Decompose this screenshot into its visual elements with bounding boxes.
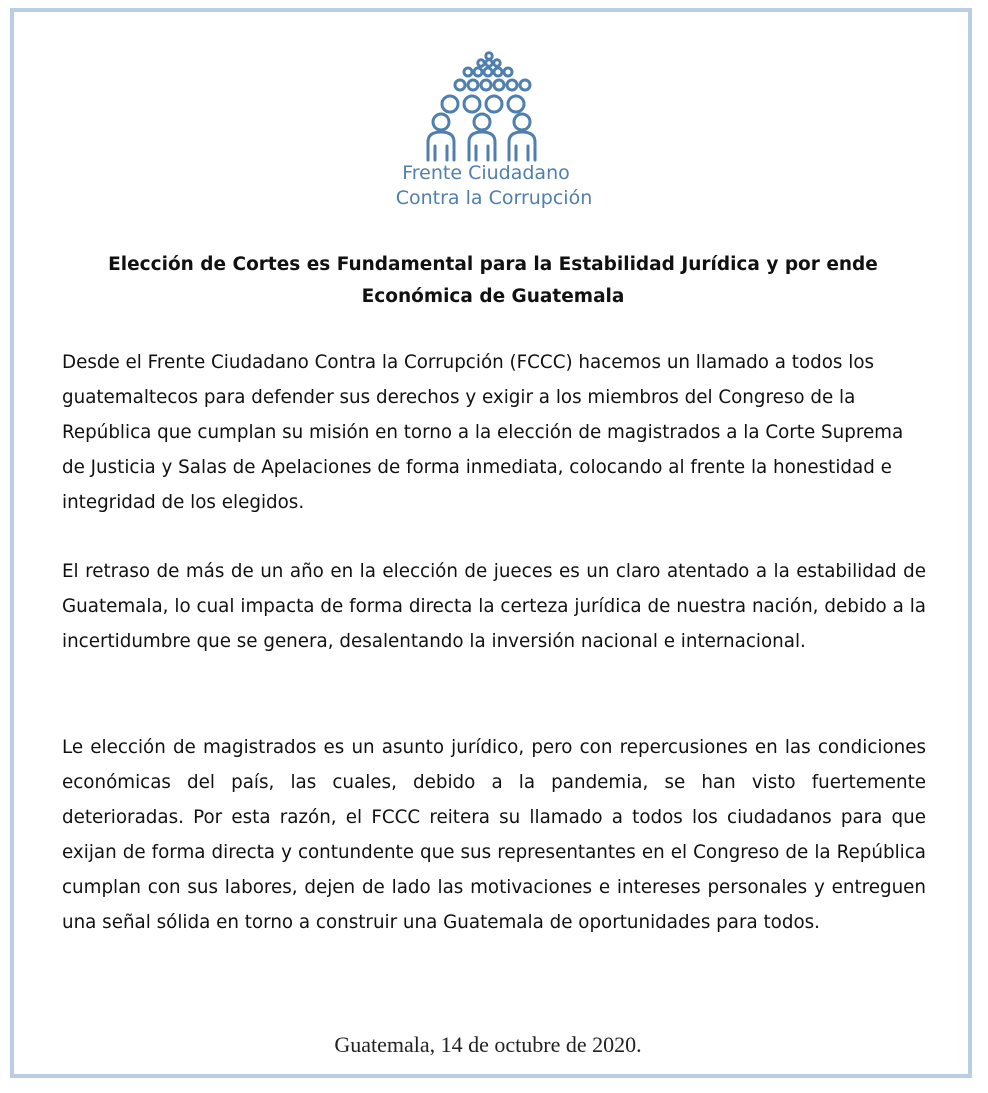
people-group-icon [424,50,554,162]
paragraph-3: Le elección de magistrados es un asunto jurídico, pero con repercusiones en las condiciones económicas del país, las cuales, debido a la pandemia, se han visto fuertemente deterioradas. Por esta razón, el FCCC reitera su llamado a todos los ciudadanos para que exijan de forma directa y contundente que sus representantes en el Congreso de la República cumplan con sus labores, dejen de lado las motivaciones e intereses personales y entreguen una señal sólida en torno a construir una Guatemala de oportunidades para todos. [62,737,926,933]
document-title: Elección de Cortes es Fundamental para la Estabilidad Jurídica y por ende Económica de Guatemala [108,254,878,307]
date-line: Guatemala, 14 de octubre de 2020. [334,1032,642,1057]
document-frame [10,8,972,1078]
paragraph-2: El retraso de más de un año en la elección de jueces es un claro atentado a la estabilidad de Guatemala, lo cual impacta de forma directa la certeza jurídica de nuestra nación, debido a la incertidumbre que se genera, desalentando la inversión nacional e internacional. [62,561,926,652]
organization-logo [394,50,594,220]
paragraph-1: Desde el Frente Ciudadano Contra la Corrupción (FCCC) hacemos un llamado a todos los guatemaltecos para defender sus derechos y exigir a los miembros del Congreso de la República que cumplan su misión en torno a la elección de magistrados a la Corte Suprema de Justicia y Salas de Apelaciones de forma inmediata, colocando al frente la honestidad e integridad de los elegidos. [62,352,904,513]
logo-text-line1: Frente Ciudadano [402,162,570,184]
logo-text-line2: Contra la Corrupción [395,187,593,209]
